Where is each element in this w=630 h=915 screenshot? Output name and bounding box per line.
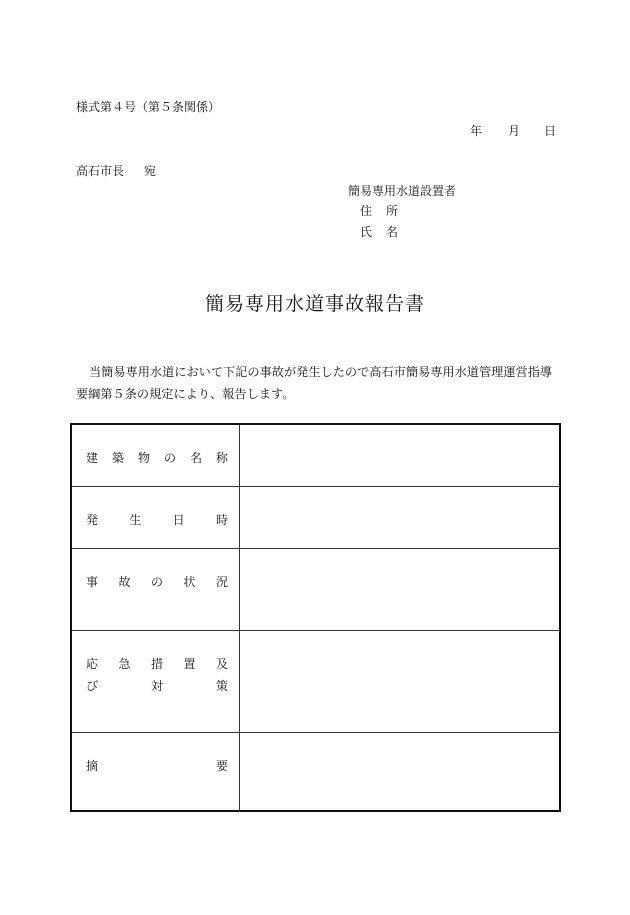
addressee [76, 162, 156, 179]
row-label-char: 及 [215, 657, 228, 671]
row-label-char: 発 [86, 513, 99, 527]
row-label-char: 物 [137, 451, 150, 465]
row-label-char: 要 [215, 759, 228, 773]
row-label-char: 置 [183, 657, 196, 671]
row-label-cell [72, 487, 240, 548]
addressee-name: 高石市長 [76, 164, 125, 178]
address-char: 住 [360, 204, 373, 218]
row-label-char: 対 [150, 679, 163, 693]
applicant-address-label [360, 202, 398, 219]
row-label-line [86, 511, 228, 528]
row-label-char: 建 [86, 451, 99, 465]
row-value-cell[interactable] [240, 733, 559, 812]
row-value-cell[interactable] [240, 549, 559, 630]
row-value-cell[interactable] [240, 631, 559, 732]
row-label-cell [72, 425, 240, 486]
row-label-char: 急 [118, 657, 131, 671]
row-label-char: の [150, 575, 163, 589]
row-value-cell[interactable] [240, 487, 559, 548]
row-label-char: 況 [215, 575, 228, 589]
addressee-honorific: 宛 [144, 164, 157, 178]
document-title: 簡易専用水道事故報告書 [204, 293, 425, 315]
row-label-line [86, 573, 228, 590]
row-label-cell [72, 733, 240, 812]
row-value-cell[interactable] [240, 425, 559, 486]
row-label-char: 日 [172, 513, 185, 527]
row-label-char: の [163, 451, 176, 465]
row-label-char: 築 [111, 451, 124, 465]
row-label-char: 時 [215, 513, 228, 527]
row-label-line [86, 655, 228, 672]
row-label-cell [72, 549, 240, 630]
date-year-label: 年 [470, 124, 483, 138]
date-day-label: 日 [544, 124, 557, 138]
row-label-char: 策 [215, 679, 228, 693]
row-label-char: 生 [129, 513, 142, 527]
row-label-char: 故 [118, 575, 131, 589]
row-label-cell [72, 631, 240, 732]
row-label-char: 摘 [86, 759, 99, 773]
table-row [72, 487, 559, 549]
applicant-title: 簡易専用水道設置者 [348, 184, 457, 198]
body-text: 当簡易専用水道において下記の事故が発生したので高石市簡易専用水道管理運営指導要綱第５条の規定により、報告します。 [76, 365, 553, 401]
name-char: 氏 [360, 225, 373, 239]
applicant-name-label [360, 223, 398, 240]
table-row [72, 425, 559, 487]
row-label-line [86, 449, 228, 466]
report-table [70, 423, 561, 812]
table-row [72, 733, 559, 812]
row-label-line [86, 677, 228, 694]
table-row [72, 631, 559, 733]
row-label-line [86, 757, 228, 774]
form-number: 様式第４号（第５条関係） [76, 100, 221, 114]
table-row [72, 549, 559, 631]
row-label-char: び [86, 679, 99, 693]
row-label-char: 称 [215, 451, 228, 465]
name-char: 名 [386, 225, 399, 239]
row-label-char: 状 [183, 575, 196, 589]
date-month-label: 月 [508, 124, 521, 138]
row-label-char: 措 [150, 657, 163, 671]
address-char: 所 [386, 204, 399, 218]
row-label-char: 応 [86, 657, 99, 671]
row-label-char: 名 [189, 451, 202, 465]
row-label-char: 事 [86, 575, 99, 589]
